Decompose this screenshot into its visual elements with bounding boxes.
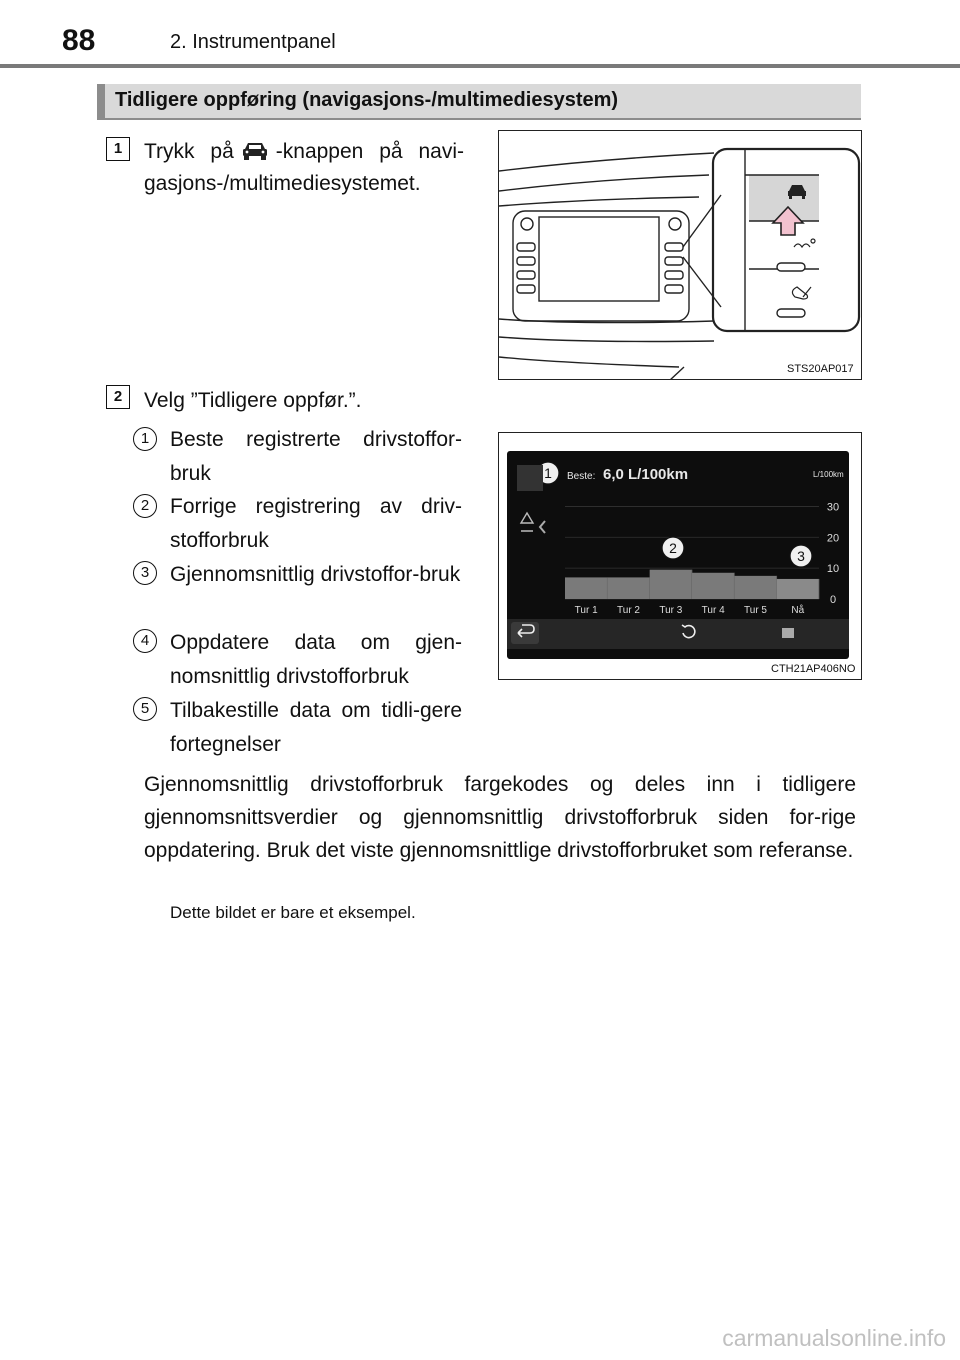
item-number-1: 1 xyxy=(133,427,157,451)
item-number-4: 4 xyxy=(133,629,157,653)
step-2-text: Velg ”Tidligere oppfør.”. xyxy=(144,389,362,412)
x-tick-label: Tur 2 xyxy=(617,605,640,616)
step-badge-1: 1 xyxy=(106,137,130,161)
x-tick-label: Tur 3 xyxy=(659,605,683,616)
item-text-5: Tilbakestille data om tidli-gere fortegnelser xyxy=(170,699,462,756)
y-tick-label: 30 xyxy=(826,501,840,514)
item-number-2: 2 xyxy=(133,494,157,518)
x-tick-label: Tur 4 xyxy=(701,605,725,616)
step-1-text xyxy=(144,136,464,200)
page-number: 88 xyxy=(62,24,96,57)
callout-number: 3 xyxy=(797,548,805,564)
chapter-title: 2. Instrumentpanel xyxy=(170,31,336,53)
item-text-2: Forrige registrering av driv-stofforbruk xyxy=(170,495,462,552)
item-number-5: 5 xyxy=(133,697,157,721)
screen-controls xyxy=(507,451,849,659)
fuel-pump-icon xyxy=(521,513,533,531)
x-tick-label: Nå xyxy=(791,605,805,616)
dashboard-illustration xyxy=(499,131,862,380)
callout-number: 2 xyxy=(669,540,677,556)
x-tick-label: Tur 5 xyxy=(744,605,767,616)
best-value: 6,0 L/100km xyxy=(603,466,689,483)
section-title: Tidligere oppføring (navigasjons-/multimediesystem) xyxy=(115,89,619,111)
screen-corner-icon xyxy=(517,465,543,491)
y-tick-label: 0 xyxy=(829,594,837,606)
chevron-left-icon xyxy=(540,521,545,533)
description-paragraph: Gjennomsnittlig drivstofforbruk fargekodes og deles inn i tidligere gjennomsnittsverdier og gjennomsnittlig drivstofforbruk siden for-rige oppdatering. Bruk det viste gjennomsnittlige drivstofforbruket som referanse. xyxy=(144,773,856,862)
step-badge-2: 2 xyxy=(106,385,130,409)
section-header xyxy=(97,84,861,120)
fuel-history-screen xyxy=(507,451,849,659)
item-text-4: Oppdatere data om gjen-nomsnittlig drivstofforbruk xyxy=(170,631,462,688)
car-icon xyxy=(240,140,270,162)
figure-2-code: CTH21AP406NO xyxy=(771,663,856,675)
section-accent xyxy=(97,84,105,118)
item-number-3: 3 xyxy=(133,561,157,585)
figure-fuel-history-screen xyxy=(498,432,862,680)
item-text-1: Beste registrerte drivstoffor-bruk xyxy=(170,428,462,485)
x-tick-label: Tur 1 xyxy=(574,605,598,616)
header-divider xyxy=(0,64,960,68)
step-1-text-before: Trykk på xyxy=(144,140,234,163)
item-text-3: Gjennomsnittlig drivstoffor-bruk xyxy=(170,563,461,586)
y-tick-label: 20 xyxy=(826,532,840,545)
watermark: carmanualsonline.info xyxy=(722,1325,946,1351)
example-note: Dette bildet er bare et eksempel. xyxy=(170,903,416,922)
callout-number: 1 xyxy=(544,465,552,481)
figure-button-location xyxy=(498,130,862,380)
unit-label: L/100km xyxy=(813,470,844,479)
best-label: Beste: xyxy=(567,471,596,482)
step-1-text-after: -knappen på navi-gasjons-/multimediesystemet. xyxy=(144,140,464,195)
clear-icon xyxy=(782,628,794,638)
y-tick-label: 10 xyxy=(826,563,840,576)
figure-1-code: STS20AP017 xyxy=(787,363,854,375)
